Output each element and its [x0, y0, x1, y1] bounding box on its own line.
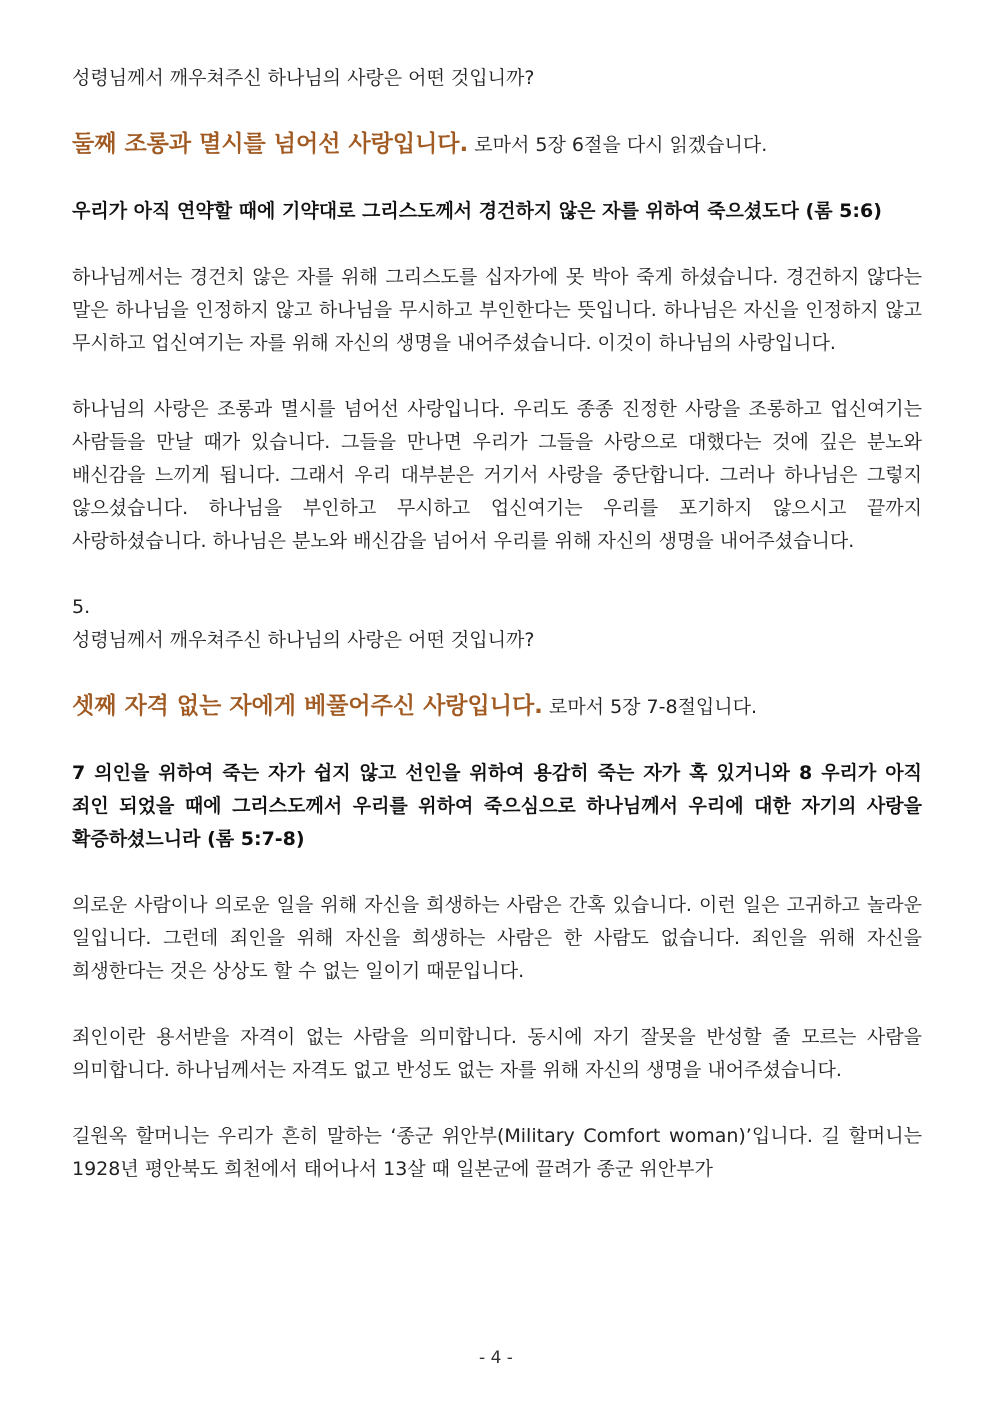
heading-highlight: 셋째 자격 없는 자에게 베풀어주신 사랑입니다. [72, 693, 543, 719]
section-heading-third [72, 690, 922, 724]
heading-reference: 로마서 5장 6절을 다시 읽겠습니다. [468, 134, 768, 156]
body-paragraph: 하나님의 사랑은 조롱과 멸시를 넘어선 사랑입니다. 우리도 종종 진정한 사랑을 조롱하고 업신여기는 사람들을 만날 때가 있습니다. 그들을 만나면 우리가 그들을 사랑으로 대했다는 것에 깊은 분노와 배신감을 느끼게 됩니다. 그래서 우리 대부분은 거기서 사랑을 중단합니다. 그러나 하나님은 그렇지 않으셨습니다. 하나님을 부인하고 무시하고 업신여기는 우리를 포기하지 않으시고 끝까지 사랑하셨습니다. 하나님은 분노와 배신감을 넘어서 우리를 위해 자신의 생명을 내어주셨습니다. [72, 398, 922, 552]
body-paragraph: 의로운 사람이나 의로운 일을 위해 자신을 희생하는 사람은 간혹 있습니다. 이런 일은 고귀하고 놀라운 일입니다. 그런데 죄인을 위해 자신을 희생하는 사람은 한 사람도 없습니다. 죄인을 위해 자신을 희생한다는 것은 상상도 할 수 없는 일이기 때문입니다. [72, 894, 922, 982]
bible-verse: 우리가 아직 연약할 때에 기약대로 그리스도께서 경건하지 않은 자를 위하여 죽으셨도다 (롬 5:6) [72, 200, 882, 222]
body-paragraph: 길원옥 할머니는 우리가 흔히 말하는 ‘종군 위안부(Military Comfort woman)’입니다. 길 할머니는 1928년 평안북도 희천에서 태어나서 13살 때 일본군에 끌려가 종군 위안부가 [72, 1125, 922, 1180]
heading-highlight: 둘째 조롱과 멸시를 넘어선 사랑입니다. [72, 131, 469, 157]
question-text: 성령님께서 깨우쳐주신 하나님의 사랑은 어떤 것입니까? [72, 629, 535, 651]
body-paragraph: 죄인이란 용서받을 자격이 없는 사람을 의미합니다. 동시에 자기 잘못을 반성할 줄 모르는 사람을 의미합니다. 하나님께서는 자격도 없고 반성도 없는 자를 위해 자신의 생명을 내어주셨습니다. [72, 1026, 922, 1081]
heading-reference: 로마서 5장 7-8절입니다. [542, 696, 758, 718]
question-text: 성령님께서 깨우쳐주신 하나님의 사랑은 어떤 것입니까? [72, 67, 535, 89]
bible-verse: 7 의인을 위하여 죽는 자가 쉽지 않고 선인을 위하여 용감히 죽는 자가 혹 있거니와 8 우리가 아직 죄인 되었을 때에 그리스도께서 우리를 위하여 죽으심으로 하나님께서 우리에 대한 자기의 사랑을 확증하셨느니라 (롬 5:7-8) [72, 762, 922, 850]
document-body [72, 62, 922, 1186]
section-heading-second [72, 128, 922, 162]
section-number: 5. [72, 596, 91, 618]
page-number: - 4 - [479, 1348, 513, 1368]
body-paragraph: 하나님께서는 경건치 않은 자를 위해 그리스도를 십자가에 못 박아 죽게 하셨습니다. 경건하지 않다는 말은 하나님을 인정하지 않고 하나님을 무시하고 부인한다는 뜻입니다. 하나님은 자신을 인정하지 않고 무시하고 업신여기는 자를 위해 자신의 생명을 내어주셨습니다. 이것이 하나님의 사랑입니다. [72, 266, 922, 354]
